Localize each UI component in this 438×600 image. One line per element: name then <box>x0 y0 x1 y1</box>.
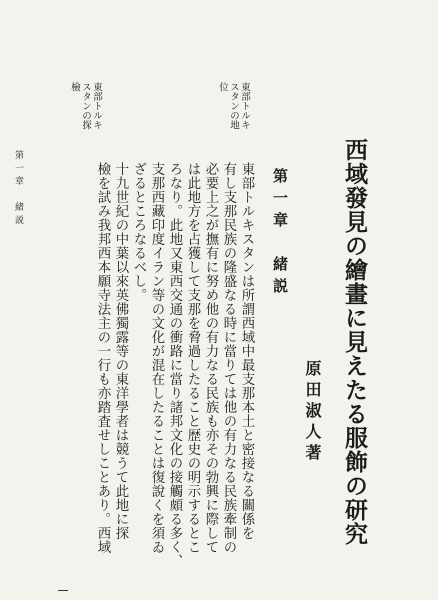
page-mark <box>58 590 68 591</box>
body-column: 有し支那民族の隆盛なる時に當りては他の有力なる民族牽制の <box>221 162 236 554</box>
body-column: ざるところなるべし。 <box>131 162 146 302</box>
body-column: は此地方を占獲して支那を脅過したること歴史の明示するとこ <box>185 162 200 554</box>
author-line: 原田淑人著 <box>303 360 322 465</box>
body-column: 必要上之が撫有に努め他の有力なる民族も亦その勃興に際して <box>203 162 218 554</box>
body-column: 檢を試み我邦西本願寺法主の一行も亦踏査せしことあり。西域 <box>95 162 110 554</box>
running-head: 第一章 緒説 <box>13 150 23 228</box>
chapter-heading: 第一章 緒説 <box>271 168 289 300</box>
body-column: ろなり。此地又東西交通の衝路に當り諸邦文化の接觸頗る多く、 <box>167 162 182 568</box>
margin-note: 東部トルキスタンの探檢 <box>69 82 102 130</box>
book-title: 西域發見の繪畫に見えたる服飾の研究 <box>341 138 368 546</box>
body-column: 東部トルキスタンは所謂西域中最支那本土と密接なる關係を <box>239 162 254 540</box>
body-column: 十九世紀の中葉以來英佛獨露等の東洋學者は競うて此地に探 <box>113 162 128 540</box>
margin-note: 東部トルキスタンの地位 <box>217 82 250 130</box>
body-column: 支那西藏印度イラン等の文化が混在したることは復說くを須ゐ <box>149 162 164 554</box>
